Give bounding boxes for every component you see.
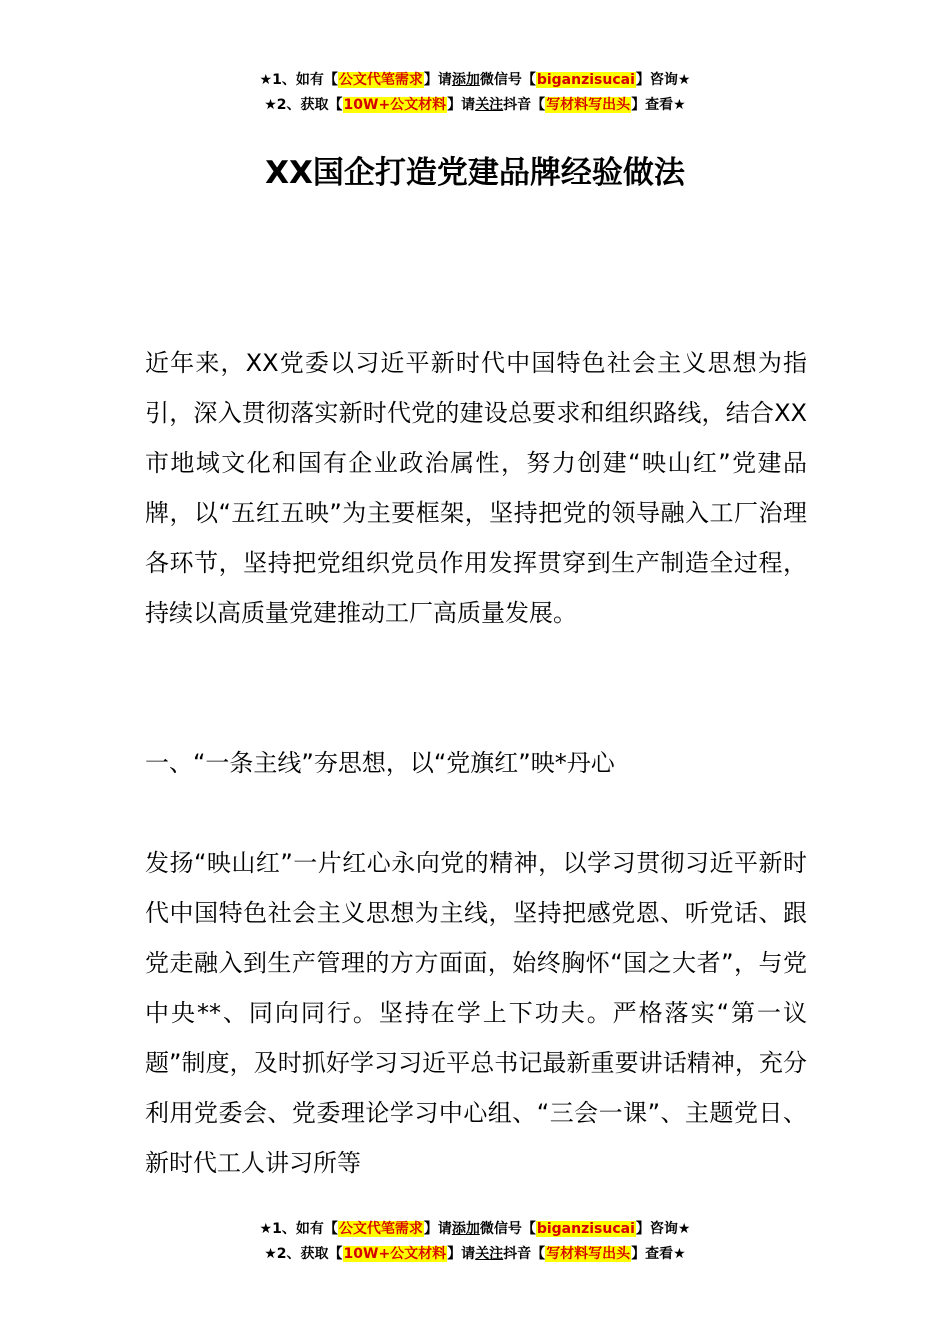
banner-text: 微信号【 — [479, 72, 536, 88]
banner-text: ★1、如有【 — [259, 72, 338, 88]
banner-wechat-id: biganzisucai — [536, 72, 635, 88]
banner-douyin-id: 写材料写出头 — [546, 1246, 631, 1262]
banner-text: ★1、如有【 — [259, 1221, 338, 1237]
banner-highlight: 10W+公文材料 — [343, 97, 447, 113]
banner-text: 微信号【 — [479, 1221, 536, 1237]
paragraph-text: 近年来，XX党委以习近平新时代中国特色社会主义思想为指引，深入贯彻落实新时代党的建设总要求和组织路线，结合XX市地域文化和国有企业政治属性，努力创建“映山红”党建品牌，以“五红五映”为主要框架，坚持把党的领导融入工厂治理各环节，坚持把党组织党员作用发挥贯穿到生产制造全过程，持续以高质量党建推动工厂高质量发展。 — [145, 349, 807, 627]
footer-banner — [0, 1217, 950, 1267]
banner-highlight: 公文代笔需求 — [338, 72, 423, 88]
banner-douyin-id: 写材料写出头 — [546, 97, 631, 113]
banner-text: 】请 — [447, 1246, 476, 1262]
section-heading-1 — [145, 738, 807, 788]
heading-text: 一、“一条主线”夯思想，以“党旗红”映*丹心 — [145, 749, 615, 777]
banner-wechat-id: biganzisucai — [536, 1221, 635, 1237]
banner-text: 】查看★ — [631, 97, 686, 113]
banner-text: 】请 — [423, 72, 452, 88]
paragraph-intro — [145, 338, 807, 638]
banner-line-1 — [0, 68, 950, 93]
banner-text: ★2、获取【 — [264, 1246, 343, 1262]
banner-text: 抖音【 — [503, 1246, 546, 1262]
banner-highlight: 10W+公文材料 — [343, 1246, 447, 1262]
banner-text: 】请 — [447, 97, 476, 113]
banner-text: 】咨询★ — [635, 72, 691, 88]
banner-text: 】查看★ — [631, 1246, 686, 1262]
banner-text: ★2、获取【 — [264, 97, 343, 113]
banner-underlined: 关注 — [475, 1246, 504, 1262]
banner-line-2 — [0, 1242, 950, 1267]
banner-text: 】咨询★ — [635, 1221, 691, 1237]
paragraph-section-1 — [145, 838, 807, 1188]
banner-text: 抖音【 — [503, 97, 546, 113]
banner-line-2 — [0, 93, 950, 118]
document-title: XX国企打造党建品牌经验做法 — [265, 155, 685, 191]
banner-highlight: 公文代笔需求 — [338, 1221, 423, 1237]
paragraph-text: 发扬“映山红”一片红心永向党的精神，以学习贯彻习近平新时代中国特色社会主义思想为主线，坚持把感党恩、听党话、跟党走融入到生产管理的方方面面，始终胸怀“国之大者”，与党中央**、同向同行。坚持在学上下功夫。严格落实“第一议题”制度，及时抓好学习习近平总书记最新重要讲话精神，充分利用党委会、党委理论学习中心组、“三会一课”、主题党日、新时代工人讲习所等 — [145, 849, 807, 1177]
header-banner — [0, 68, 950, 118]
banner-underlined: 关注 — [475, 97, 504, 113]
banner-text: 】请 — [423, 1221, 452, 1237]
banner-underlined: 添加 — [451, 1221, 480, 1237]
banner-line-1 — [0, 1217, 950, 1242]
banner-underlined: 添加 — [451, 72, 480, 88]
